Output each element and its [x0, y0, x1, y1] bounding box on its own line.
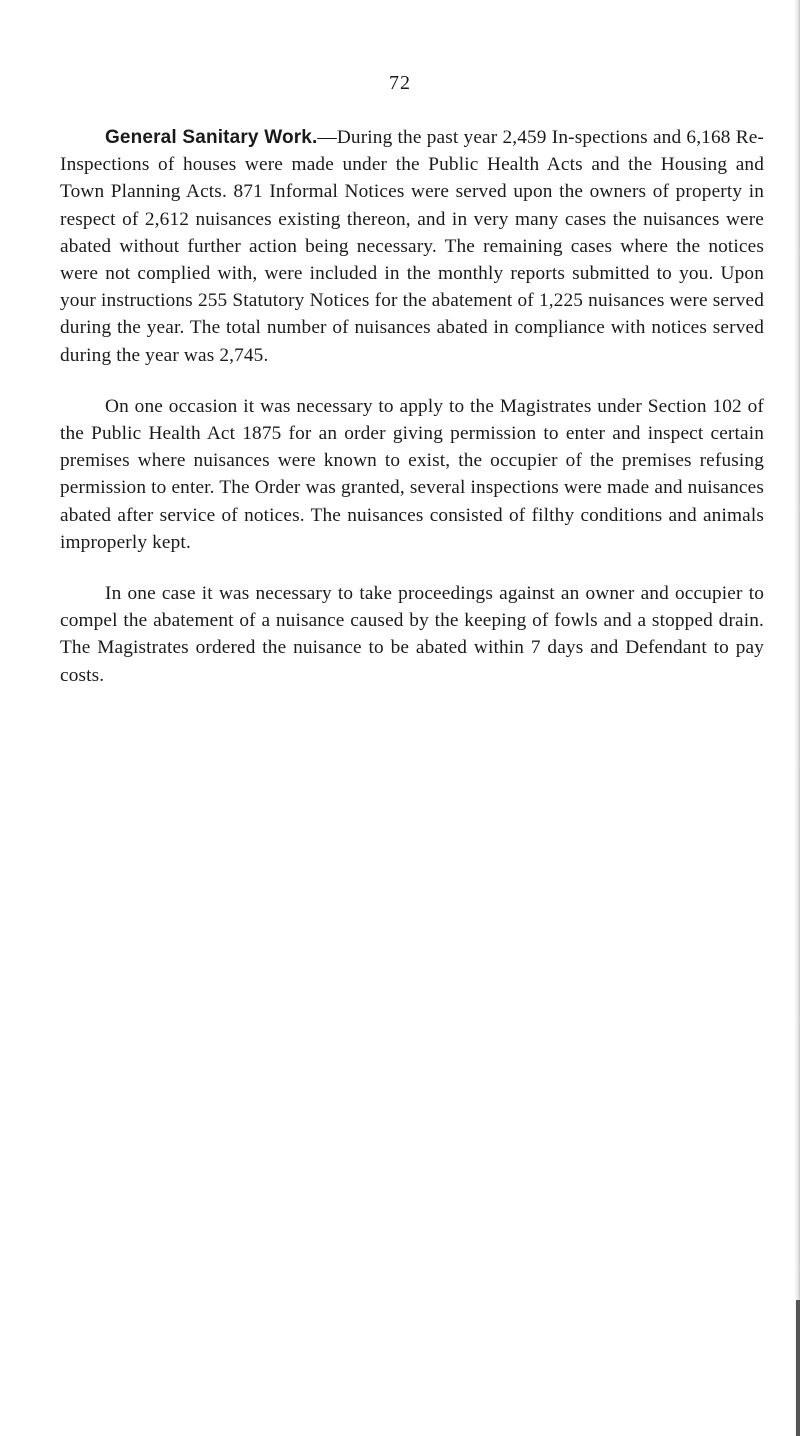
paragraph-text: In one case it was necessary to take proceedings against an owner and occupier to compel the abatement of a nuisance caused by the keeping of fowls and a stopped drain. The Magistrates ordered the nuisance to be abated within 7 days and Defendant to pay costs. — [60, 583, 764, 686]
document-body — [60, 124, 764, 713]
paragraph-general-sanitary-work — [60, 124, 764, 369]
paragraph-proceedings — [60, 580, 764, 689]
section-heading: General Sanitary Work. — [105, 127, 318, 148]
page-number: 72 — [389, 72, 411, 94]
page-edge-shadow — [794, 0, 800, 1436]
paragraph-text: —During the past year 2,459 In-spections and 6,168 Re-Inspections of houses were made under the Public Health Acts and the Housing and Town Planning Acts. 871 Informal Notices were served upon the owners of property in respect of 2,612 nuisances existing thereon, and in very many cases the nuisances were abated without further action being necessary. The remaining cases where the notices were not complied with, were included in the monthly reports submitted to you. Upon your instructions 255 Statutory Notices for the abatement of 1,225 nuisances were served during the year. The total number of nuisances abated in compliance with notices served during the year was 2,745. — [60, 127, 765, 366]
page-edge-mark — [796, 1300, 800, 1436]
paragraph-magistrates-order — [60, 393, 764, 556]
paragraph-text: On one occasion it was necessary to apply to the Magistrates under Section 102 of the Public Health Act 1875 for an order giving permission to enter and inspect certain premises where nuisances were known to exist, the occupier of the premises refusing permission to enter. The Order was granted, several inspections were made and nuisances abated after service of notices. The nuisances consisted of filthy conditions and animals improperly kept. — [60, 395, 764, 553]
